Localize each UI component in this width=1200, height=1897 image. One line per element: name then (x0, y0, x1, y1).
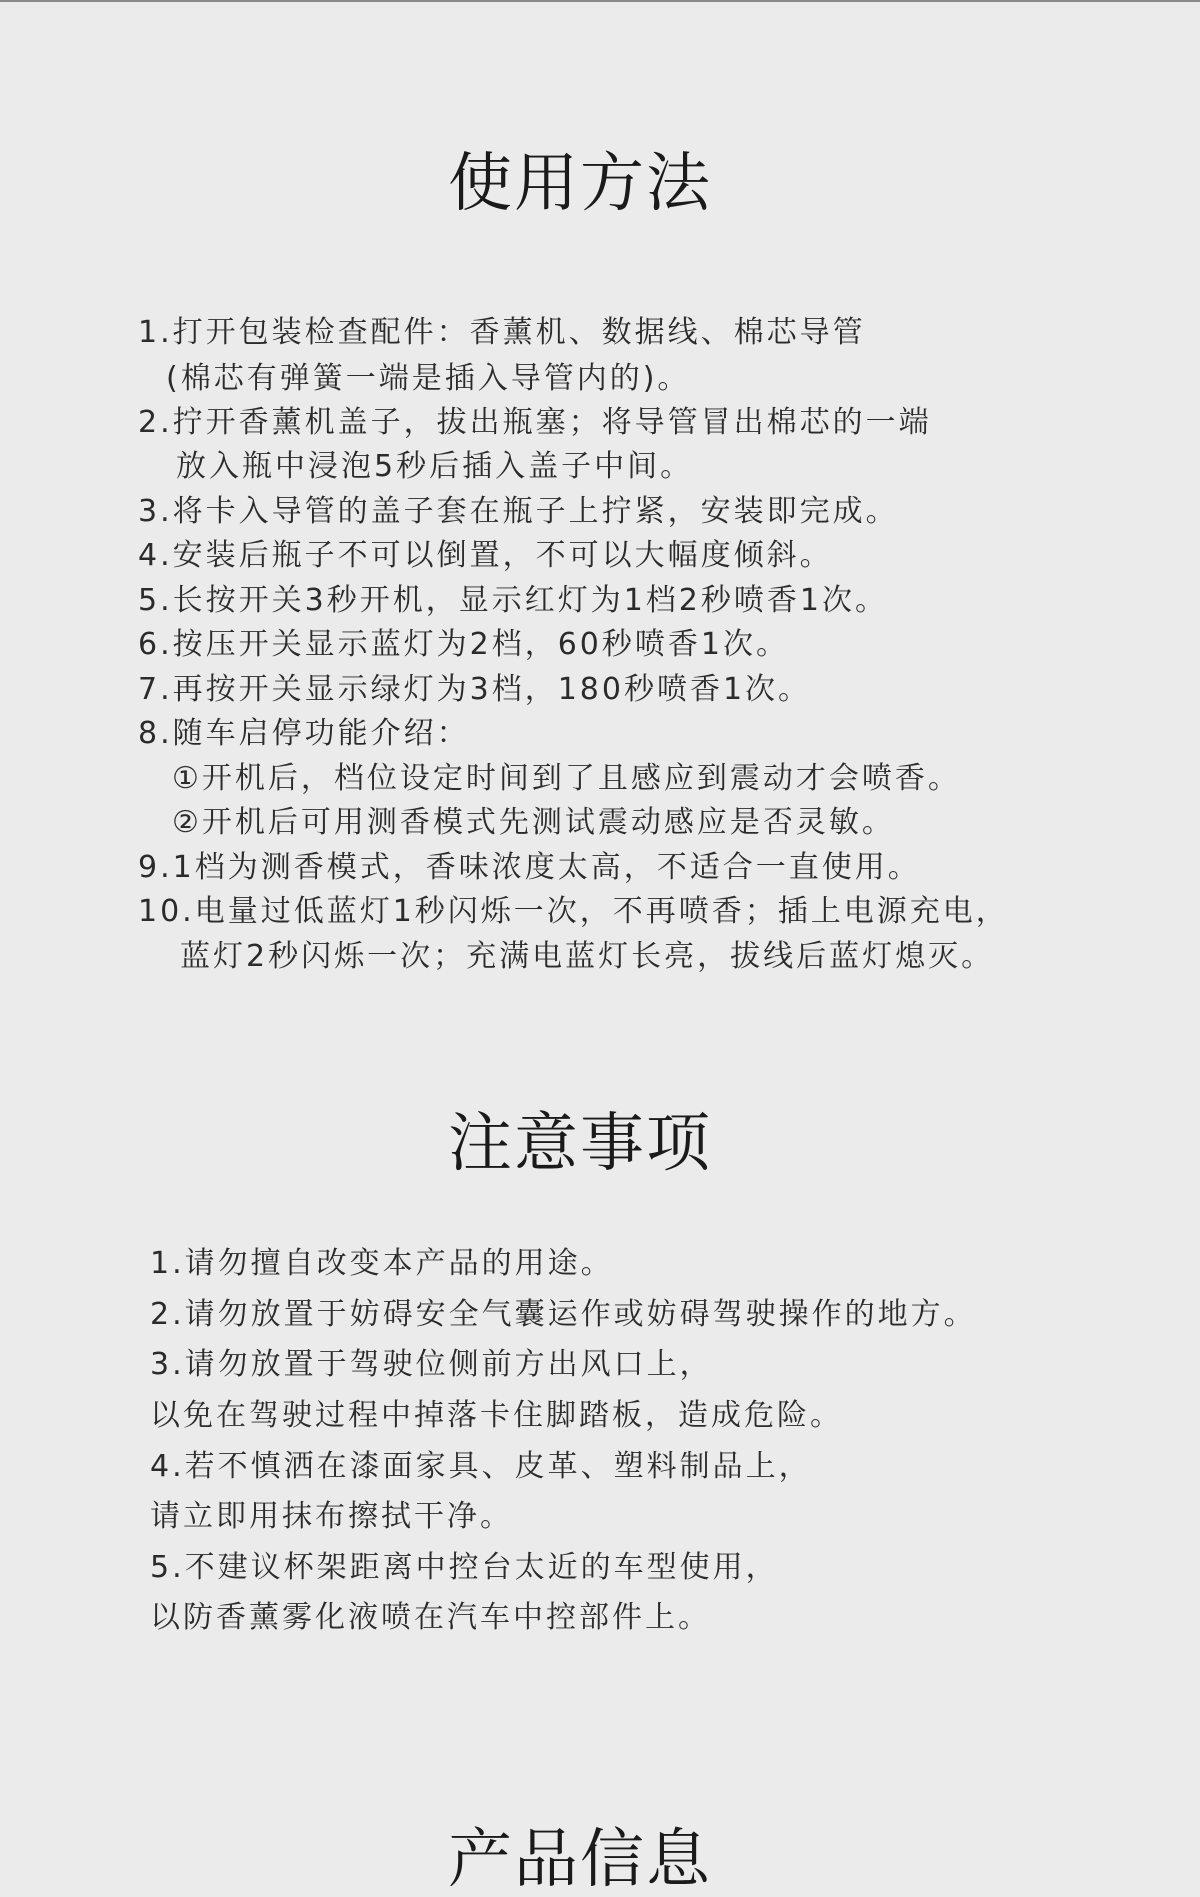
notes-line: 5.不建议杯架距离中控台太近的车型使用， (150, 1550, 779, 1585)
usage-line: 4.安装后瓶子不可以倒置，不可以大幅度倾斜。 (138, 538, 833, 573)
usage-line: 放入瓶中浸泡5秒后插入盖子中间。 (176, 449, 694, 484)
notes-line: 请立即用抹布擦拭干净。 (150, 1499, 513, 1534)
usage-line: ①开机后，档位设定时间到了且感应到震动才会喷香。 (172, 761, 961, 796)
usage-line: ②开机后可用测香模式先测试震动感应是否灵敏。 (172, 805, 895, 840)
usage-line: 8.随车启停功能介绍： (138, 716, 470, 751)
usage-line: (棉芯有弹簧一端是插入导管内的)。 (166, 361, 691, 396)
usage-line: 3.将卡入导管的盖子套在瓶子上拧紧，安装即完成。 (138, 494, 899, 529)
usage-line: 6.按压开关显示蓝灯为2档，60秒喷香1次。 (138, 627, 789, 662)
notes-line: 以防香薰雾化液喷在汽车中控部件上。 (150, 1600, 711, 1635)
usage-title: 使用方法 (448, 147, 712, 221)
usage-line: 蓝灯2秒闪烁一次；充满电蓝灯长亮，拔线后蓝灯熄灭。 (180, 939, 995, 974)
notes-line: 2.请勿放置于妨碍安全气囊运作或妨碍驾驶操作的地方。 (150, 1297, 977, 1332)
usage-line: 2.拧开香薰机盖子，拔出瓶塞；将导管冒出棉芯的一端 (138, 405, 932, 440)
notes-title: 注意事项 (448, 1107, 712, 1181)
usage-line: 10.电量过低蓝灯1秒闪烁一次，不再喷香；插上电源充电， (138, 894, 1009, 929)
usage-line: 5.长按开关3秒开机，显示红灯为1档2秒喷香1次。 (138, 583, 888, 618)
notes-line: 4.若不慎洒在漆面家具、皮革、塑料制品上， (150, 1449, 812, 1484)
usage-line: 1.打开包装检查配件：香薰机、数据线、棉芯导管 (138, 315, 866, 350)
product-info-title: 产品信息 (448, 1823, 712, 1897)
notes-line: 3.请勿放置于驾驶位侧前方出风口上， (150, 1347, 713, 1382)
usage-line: 7.再按开关显示绿灯为3档，180秒喷香1次。 (138, 672, 812, 707)
usage-line: 9.1档为测香模式，香味浓度太高，不适合一直使用。 (138, 850, 921, 885)
notes-line: 1.请勿擅自改变本产品的用途。 (150, 1246, 614, 1281)
notes-line: 以免在驾驶过程中掉落卡住脚踏板，造成危险。 (150, 1398, 843, 1433)
top-divider (0, 0, 1200, 2)
